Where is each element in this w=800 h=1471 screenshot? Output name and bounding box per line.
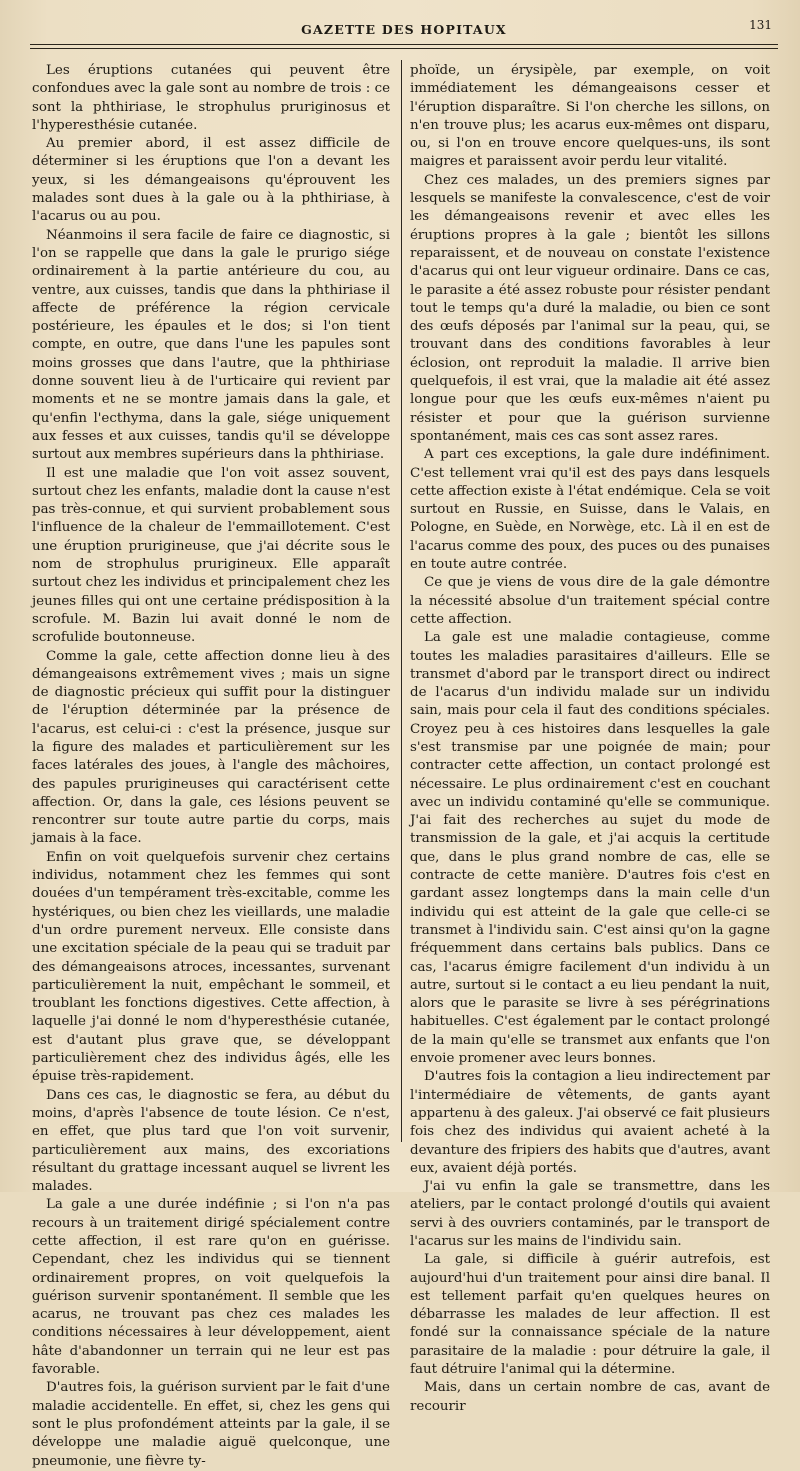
paragraph: A part ces exceptions, la gale dure indéfiniment. C'est tellement vrai qu'il est des pays dans lesquels cette affection existe à l'état endémique. Cela se voit surtout en Russie, en Suisse, dans le Valais, en Pologne, en Suède, en Norwège, etc. Là il en est de l'acarus comme des poux, des puces ou des punaises en toute autre contrée. xyxy=(410,447,770,573)
column-divider xyxy=(401,60,402,1142)
paragraph: Au premier abord, il est assez difficile de déterminer si les éruptions que l'on a devant les yeux, si les démangeaisons qu'éprouvent les malades sont dues à la gale ou à la phthiriase, à l'acarus ou au pou. xyxy=(32,136,390,225)
right-column xyxy=(410,62,770,1414)
paragraph: La gale, si difficile à guérir autrefois, est aujourd'hui d'un traitement pour ainsi dire banal. Il est tellement parfait qu'en quelques heures on débarrasse les malades de leur affection. Il est fondé sur la connaissance spéciale de la nature parasitaire de la maladie : pour détruire la gale, il faut détruire l'animal qui la détermine. xyxy=(410,1252,770,1378)
paragraph: Comme la gale, cette affection donne lieu à des démangeaisons extrêmement vives ; mais un signe de diagnostic précieux qui suffit pour la distinguer de l'éruption déterminée par la présence de l'acarus, est celui-ci : c'est la présence, jusque sur la figure des malades et particulièrement sur les faces latérales des joues, à l'angle des mâchoires, des papules prurigineuses qui caractérisent cette affection. Or, dans la gale, ces lésions peuvent se rencontrer sur toute autre partie du corps, mais jamais à la face. xyxy=(32,648,390,847)
paragraph: Les éruptions cutanées qui peuvent être confondues avec la gale sont au nombre de trois : ce sont la phthiriase, le strophulus pruriginosus et l'hyperesthésie cutanée. xyxy=(32,63,390,133)
paragraph: Il est une maladie que l'on voit assez souvent, surtout chez les enfants, maladie dont la cause n'est pas très-connue, et qui survient probablement sous l'influence de la chaleur de l'emmaillotement. C'est une éruption prurigineuse, que j'ai décrite sous le nom de strophulus prurigineux. Elle apparaît surtout chez les individus et principalement chez les jeunes filles qui ont une certaine prédisposition à la scrofule. M. Bazin lui avait donné le nom de scrofulide boutonneuse. xyxy=(32,465,390,646)
paragraph: Ce que je viens de vous dire de la gale démontre la nécessité absolue d'un traitement spécial contre cette affection. xyxy=(410,575,770,627)
paragraph: Mais, dans un certain nombre de cas, avant de recourir xyxy=(410,1380,770,1414)
paragraph: phoïde, un érysipèle, par exemple, on voit immédiatement les démangeaisons cesser et l'éruption disparaître. Si l'on cherche les sillons, on n'en trouve plus; les acarus eux-mêmes ont disparu, ou, si l'on en trouve encore quelques-uns, ils sont maigres et paraissent avoir perdu leur vitalité. xyxy=(410,63,770,170)
page-number: 131 xyxy=(749,18,772,32)
journal-title: GAZETTE DES HOPITAUX xyxy=(301,22,507,37)
paragraph: D'autres fois, la guérison survient par le fait d'une maladie accidentelle. En effet, si, chez les gens qui sont le plus profondément atteints par la gale, il se développe une maladie aiguë quelconque, une pneumonie, une fièvre ty- xyxy=(32,1380,390,1469)
header-rule-thin xyxy=(30,48,778,49)
header-rule-thick xyxy=(30,44,778,45)
paragraph: Chez ces malades, un des premiers signes par lesquels se manifeste la convalescence, c'est de voir les démangeaisons revenir et avec elles les éruptions propres à la gale ; bientôt les sillons reparaissent, et de nouveau on constate l'existence d'acarus qui ont leur vigueur ordinaire. Dans ce cas, le parasite a été assez robuste pour résister pendant tout le temps qu'a duré la maladie, ou bien ce sont des œufs déposés par l'animal sur la peau, qui, se trouvant dans des conditions favorables à leur éclosion, ont reproduit la maladie. Il arrive bien quelquefois, il est vrai, que la maladie ait été assez longue pour que les œufs eux-mêmes n'aient pu résister et pour que la guérison survienne spontanément, mais ces cas sont assez rares. xyxy=(410,172,770,444)
paragraph: Enfin on voit quelquefois survenir chez certains individus, notamment chez les femmes qui sont douées d'un tempérament très-excitable, comme les hystériques, ou bien chez les vieillards, une maladie d'un ordre purement nerveux. Elle consiste dans une excitation spéciale de la peau qui se traduit par des démangeaisons atroces, incessantes, survenant particulièrement la nuit, empêchant le sommeil, et troublant les fonctions digestives. Cette affection, à laquelle j'ai donné le nom d'hyperesthésie cutanée, est d'autant plus grave que, se développant particulièrement chez des individus âgés, elle les épuise très-rapidement. xyxy=(32,849,390,1085)
paragraph: La gale a une durée indéfinie ; si l'on n'a pas recours à un traitement dirigé spécialement contre cette affection, il est rare qu'on en guérisse. Cependant, chez les individus qui se tiennent ordinairement propres, on voit quelquefois la guérison survenir spontanément. Il semble que les acarus, ne trouvant pas chez ces malades les conditions nécessaires à leur développement, aient hâte d'abandonner un terrain qui ne leur est pas favorable. xyxy=(32,1197,390,1378)
paragraph: La gale est une maladie contagieuse, comme toutes les maladies parasitaires d'ailleurs. Elle se transmet d'abord par le transport direct ou indirect de l'acarus d'un individu malade sur un individu sain, mais pour cela il faut des conditions spéciales. Croyez peu à ces histoires dans lesquelles la gale s'est transmise par une poignée de main; pour contracter cette affection, un contact prolongé est nécessaire. Le plus ordinairement c'est en couchant avec un individu contaminé qu'elle se communique. J'ai fait des recherches au sujet du mode de transmission de la gale, et j'ai acquis la certitude que, dans le plus grand nombre de cas, elle se contracte de cette manière. D'autres fois c'est en gardant assez longtemps dans la main celle d'un individu qui est atteint de la gale que celle-ci se transmet à l'individu sain. C'est ainsi qu'on la gagne fréquemment dans certains bals publics. Dans ce cas, l'acarus émigre facilement d'un individu à un autre, surtout si le contact a eu lieu pendant la nuit, alors que le parasite se livre à ses pérégrinations habituelles. C'est également par le contact prolongé de la main qu'elle se transmet aux enfants que l'on envoie promener avec leurs bonnes. xyxy=(410,630,770,1067)
paragraph: D'autres fois la contagion a lieu indirectement par l'intermédiaire de vêtements, de gants ayant appartenu à des galeux. J'ai observé ce fait plusieurs fois chez des individus qui avaient acheté à la devanture des fripiers des habits que d'autres, avant eux, avaient déjà portés. xyxy=(410,1069,770,1176)
page-header xyxy=(30,18,778,40)
paragraph: J'ai vu enfin la gale se transmettre, dans les ateliers, par le contact prolongé d'outils qui avaient servi à des ouvriers contaminés, par le transport de l'acarus sur les mains de l'individu sain. xyxy=(410,1179,770,1249)
paragraph: Dans ces cas, le diagnostic se fera, au début du moins, d'après l'absence de toute lésion. Ce n'est, en effet, que plus tard que l'on voit survenir, particulièrement aux mains, des excoriations résultant du grattage incessant auquel se livrent les malades. xyxy=(32,1087,390,1195)
paragraph: Néanmoins il sera facile de faire ce diagnostic, si l'on se rappelle que dans la gale le prurigo siége ordinairement à la partie antérieure du cou, au ventre, aux cuisses, tandis que dans la phthiriase il affecte de préférence la région cervicale postérieure, les épaules et le dos; si l'on tient compte, en outre, que dans l'une les papules sont moins grosses que dans l'autre, que la phthiriase donne souvent lieu à de l'urticaire qui revient par moments et ne se montre jamais dans la gale, et qu'enfin l'ecthyma, dans la gale, siége uniquement aux fesses et aux cuisses, tandis qu'il se développe surtout aux membres supérieurs dans la phthiriase. xyxy=(32,227,390,463)
left-column xyxy=(32,62,390,1469)
